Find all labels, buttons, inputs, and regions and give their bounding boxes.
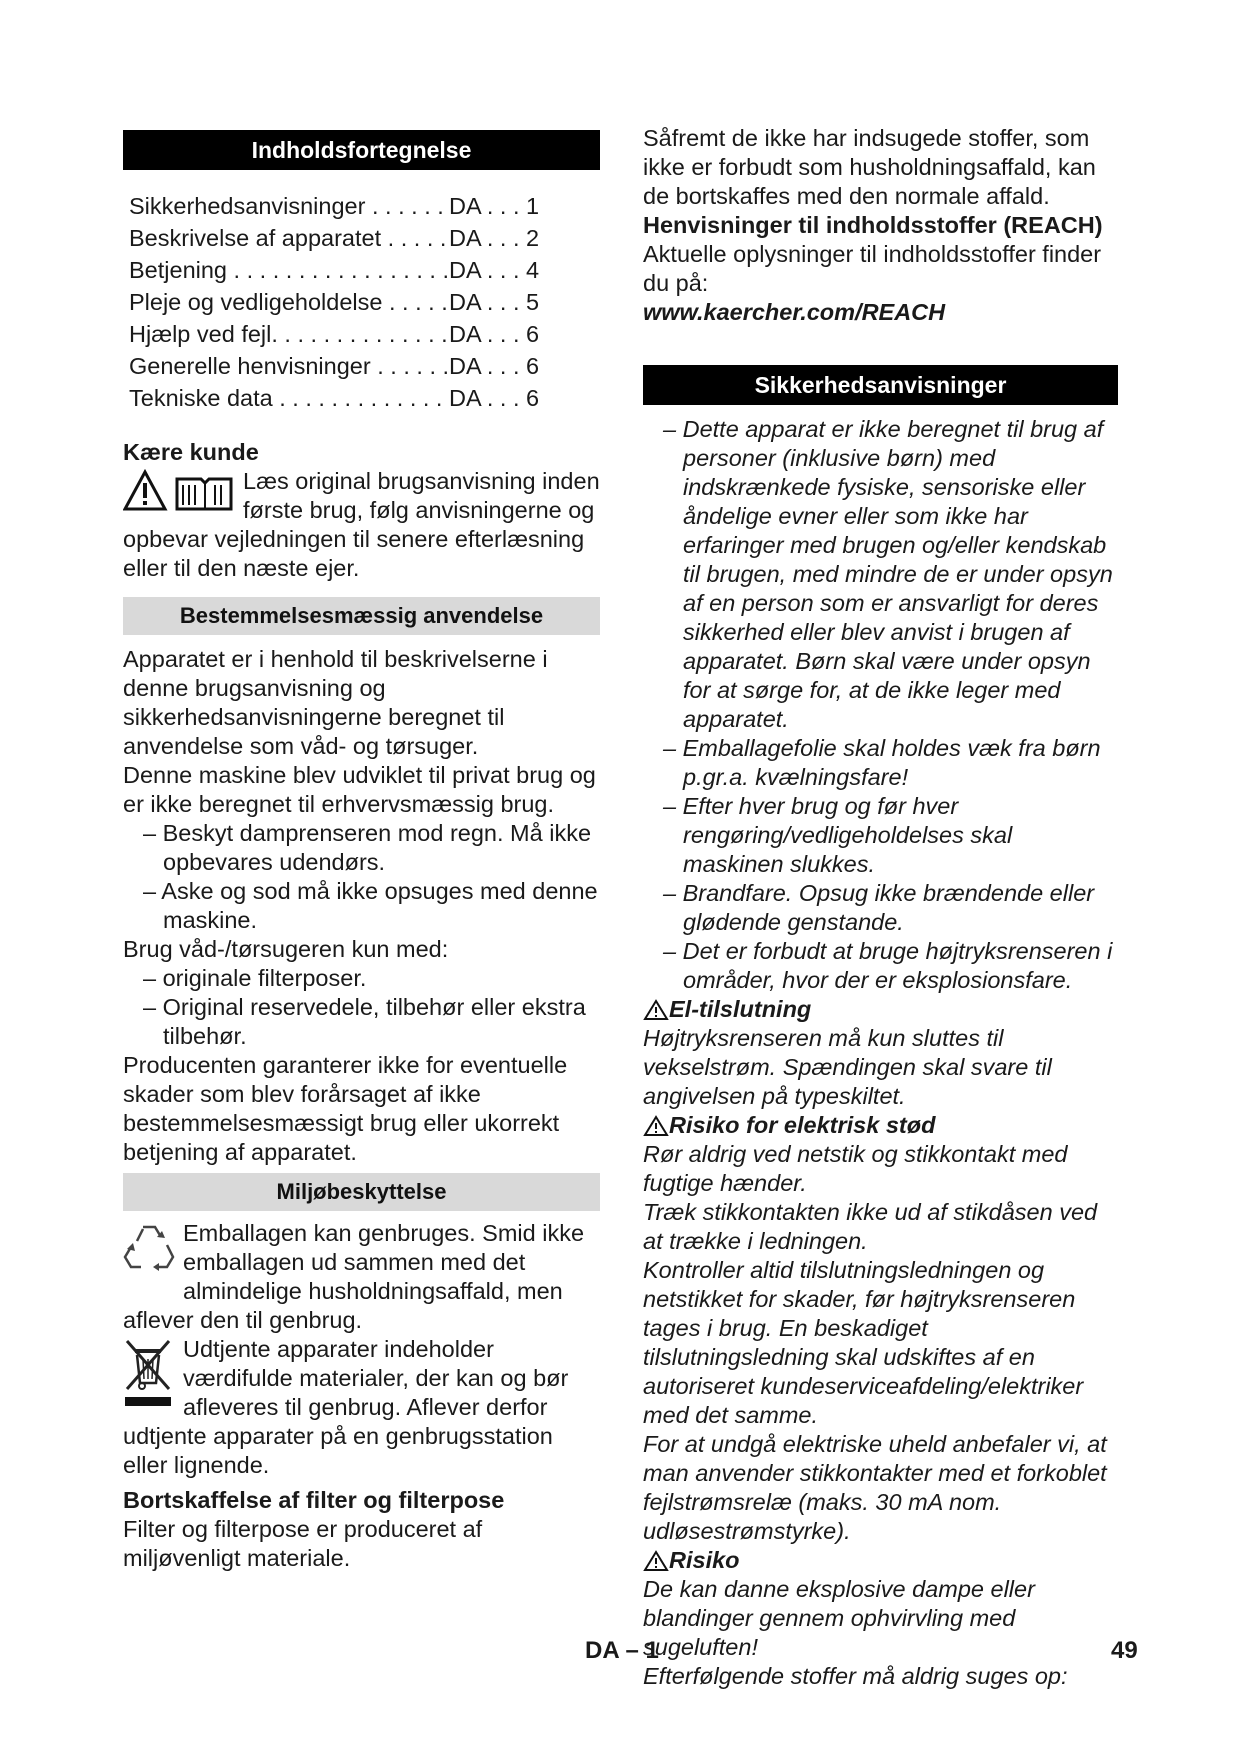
table-of-contents [129, 190, 600, 414]
safety-bullet: – Emballagefolie skal holdes væk fra børn p.gr.a. kvælningsfare! [663, 735, 1101, 790]
toc-row[interactable]: Hjælp ved fejl. . . . DA . . . 6 [129, 318, 600, 350]
toc-row[interactable]: Generelle henvisninger . . . DA . . . 6 [129, 350, 600, 382]
reach-link[interactable]: www.kaercher.com/REACH [643, 299, 946, 325]
shock-p3: Kontroller altid tilslutningsledningen og netstikket for skader, før højtryksrenseren tages i brug. En beskadiget tilslutningsledning skal udskiftes af en autoriseret kundeserviceafdeling/elektriker med det samme. [643, 1257, 1084, 1428]
safety-bullet: – Det er forbudt at bruge højtryksrenseren i områder, hvor der er eksplosionsfare. [663, 938, 1113, 993]
shock-p2: Træk stikkontakten ikke ud af stikdåsen ved at trække i ledningen. [643, 1199, 1098, 1254]
intended-use-p1: Apparatet er i henhold til beskrivelserne i denne brugsanvisning og sikkerhedsanvisningerne beregnet til anvendelse som våd- og tørsuger. [123, 646, 548, 759]
shock-p1: Rør aldrig ved netstik og stikkontakt med fugtige hænder. [643, 1141, 1068, 1196]
toc-row[interactable]: Betjening . . . DA . . . 4 [129, 254, 600, 286]
warning-icon [643, 1550, 669, 1572]
weee-text: Udtjente apparater indeholder værdifulde materialer, der kan og bør afleveres til genbrug. Aflever derfor udtjente apparater på en genbrugsstation eller lignende. [123, 1336, 569, 1478]
electric-heading: El-tilslutning [643, 995, 1118, 1024]
recycling-text: Emballagen kan genbruges. Smid ikke emballagen ud sammen med det almindelige husholdningsaffald, men aflever den til genbrug. [123, 1220, 585, 1333]
safety-bullet: – Dette apparat er ikke beregnet til brug af personer (inklusive børn) med indskrænkede fysiske, sensoriske eller åndelige evner eller som ikke har erfaringer med brugen og/eller kendskab til brugen, med mindre de er under opsyn af en person som er ansvarligt for deres sikkerhed eller blev anvist i brugen af apparatet. Børn skal være under opsyn for at sørge for, at de ikke leger med apparatet. [663, 416, 1113, 732]
reach-heading: Henvisninger til indholdsstoffer (REACH) [643, 212, 1103, 238]
shock-p4: For at undgå elektriske uheld anbefaler vi, at man anvender stikkontakter med et forkoblet fejlstrømsrelæ (maks. 30 mA nom. udløsestrømstyrke). [643, 1431, 1107, 1544]
shock-heading: Risiko for elektrisk stød [643, 1111, 1118, 1140]
electric-text: Højtryksrenseren må kun sluttes til vekselstrøm. Spændingen skal svare til angivelsen på typeskiltet. [643, 1025, 1052, 1109]
intended-use-heading: Bestemmelsesmæssig anvendelse [123, 597, 600, 635]
intended-use-bullet: – Original reservedele, tilbehør eller ekstra tilbehør. [143, 994, 586, 1049]
intended-use-p4: Producenten garanterer ikke for eventuelle skader som blev forårsaget af ikke bestemmelsesmæssigt brug eller ukorrekt betjening af apparatet. [123, 1052, 568, 1165]
intro-text: Såfremt de ikke har indsugede stoffer, som ikke er forbudt som husholdningsaffald, kan de bortskaffes med den normale affald. [643, 125, 1096, 209]
right-column [643, 124, 1118, 1691]
toc-row[interactable]: Pleje og vedligeholdelse . . . DA . . . 5 [129, 286, 600, 318]
toc-heading: Indholdsfortegnelse [123, 130, 600, 170]
warning-icon [643, 1115, 669, 1137]
warning-manual-icon [123, 469, 235, 520]
intended-use-p2: Denne maskine blev udviklet til privat brug og er ikke beregnet til erhvervsmæssig brug. [123, 762, 596, 817]
safety-bullet: – Brandfare. Opsug ikke brændende eller glødende genstande. [663, 880, 1095, 935]
footer-section-label: DA – 1 [585, 1637, 659, 1664]
risk-p2: Efterfølgende stoffer må aldrig suges op: [643, 1663, 1068, 1689]
disposal-text: Filter og filterpose er produceret af miljøvenligt materiale. [123, 1516, 483, 1571]
risk-p1: De kan danne eksplosive dampe eller blandinger gennem ophvirvling med sugeluften! [643, 1576, 1035, 1660]
toc-row[interactable]: Beskrivelse af apparatet . . . DA . . . 2 [129, 222, 600, 254]
reach-text: Aktuelle oplysninger til indholdsstoffer finder du på: [643, 241, 1102, 296]
warning-icon [643, 999, 669, 1021]
recycle-icon [123, 1221, 175, 1278]
toc-row[interactable]: Sikkerhedsanvisninger . . . DA . . . 1 [129, 190, 600, 222]
footer-page-number: 49 [1111, 1637, 1138, 1664]
intended-use-bullet: – Aske og sod må ikke opsuges med denne maskine. [143, 878, 598, 933]
toc-row[interactable]: Tekniske data . . . DA . . . 6 [129, 382, 600, 414]
dear-customer-block [123, 467, 600, 583]
disposal-heading: Bortskaffelse af filter og filterpose [123, 1487, 505, 1513]
weee-block [123, 1335, 600, 1480]
risk-heading: Risiko [643, 1546, 1118, 1575]
crossed-bin-icon [123, 1337, 175, 1414]
intended-use-bullet: – Beskyt damprenseren mod regn. Må ikke opbevares udendørs. [143, 820, 592, 875]
environment-heading: Miljøbeskyttelse [123, 1173, 600, 1211]
recycling-block [123, 1219, 600, 1335]
left-column [123, 130, 600, 1573]
dear-customer-heading: Kære kunde [123, 439, 259, 465]
intended-use-bullet: – originale filterposer. [143, 965, 367, 991]
safety-heading: Sikkerhedsanvisninger [643, 365, 1118, 405]
dear-customer-text: Læs original brugsanvisning inden første brug, følg anvisningerne og opbevar vejledningen til senere efterlæsning eller til den næste ejer. [123, 468, 600, 581]
intended-use-p3: Brug våd-/tørsugeren kun med: [123, 936, 449, 962]
safety-bullet: – Efter hver brug og før hver rengøring/vedligeholdelses skal maskinen slukkes. [663, 793, 1013, 877]
